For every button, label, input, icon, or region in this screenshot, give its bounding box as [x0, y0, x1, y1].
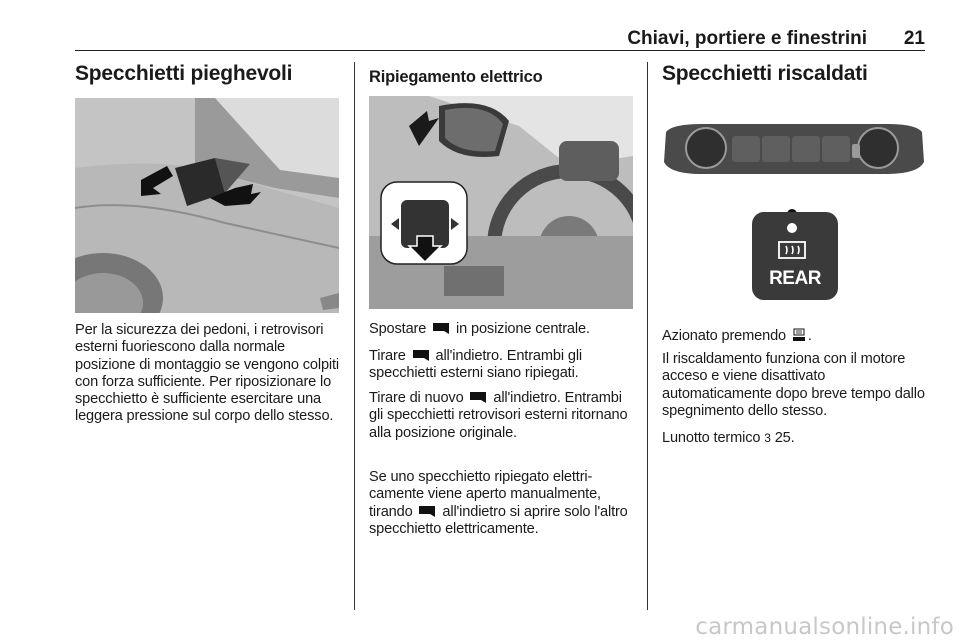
text-center-position: in posizione centrale.	[456, 321, 590, 337]
mirror-switch-icon	[412, 349, 430, 362]
text-rear-window: Lunotto termico	[662, 430, 761, 446]
column-divider-2	[647, 62, 648, 610]
heading-heated-mirrors: Specchietti riscaldati	[662, 62, 868, 85]
heated-activation-text	[662, 328, 926, 345]
column-electric-folding	[369, 58, 633, 87]
rear-window-reference	[662, 430, 926, 447]
heading-electric-folding: Ripiegamento elettrico	[369, 68, 543, 86]
running-title: Chiavi, portiere e finestrini	[627, 28, 867, 49]
instruction-pull-fold	[369, 348, 633, 383]
text-fold-result: all'indietro. Entrambi gli specchietti esterni siano ripiegati.	[369, 348, 582, 382]
instruction-center	[369, 321, 633, 338]
text-pull-again: Tirare di nuovo	[369, 390, 464, 406]
page-header	[75, 26, 925, 51]
mirror-switch-icon	[432, 322, 450, 335]
mirror-switch-illustration	[369, 96, 633, 309]
heading-folding-mirrors: Specchietti pieghevoli	[75, 62, 293, 85]
heated-function-text: Il riscaldamento funziona con il motore acceso e viene disattivato automaticamente dopo breve tempo dallo spegnimento dello stesso.	[662, 351, 925, 419]
text-other-mirror: all'indietro si aprire solo l'altro specchietto elettricamente.	[369, 503, 628, 537]
mirror-switch-icon	[469, 391, 487, 404]
text-period: .	[807, 328, 812, 344]
page-number: 21	[903, 28, 925, 49]
rear-defrost-button-label: REAR	[769, 268, 821, 289]
instruction-manual-open	[369, 469, 635, 538]
rear-defrost-icon	[792, 328, 806, 342]
text-manual-open: Se uno specchietto ripiegato elettricamente viene aperto manualmente, tirando	[369, 469, 601, 520]
column-heated-mirrors	[662, 58, 926, 86]
watermark: carmanualsonline.info	[695, 614, 954, 640]
mirror-switch-icon	[418, 505, 436, 518]
text-unfold-result: all'indietro. Entrambi gli specchietti retrovisori esterni ritornano alla posizione originale.	[369, 390, 628, 441]
climate-panel-illustration	[662, 110, 926, 306]
page-reference-number[interactable]: 25.	[774, 430, 795, 446]
instruction-pull-unfold	[369, 390, 633, 442]
column-folding-mirrors	[75, 58, 341, 86]
page-reference-arrow[interactable]: 3	[764, 431, 771, 445]
column-divider-1	[354, 62, 355, 610]
folding-mirrors-text: Per la sicurezza dei pedoni, i retrovisori esterni fuoriescono dalla normale posizione di montaggio se vengono colpiti con forza sufficiente. Per riposizionare lo specchietto è sufficiente esercitare una leggera pressione sul corpo dello stesso.	[75, 322, 340, 425]
text-move: Spostare	[369, 321, 427, 337]
text-activated-by: Azionato premendo	[662, 328, 787, 344]
car-mirror-illustration	[75, 98, 339, 313]
text-pull: Tirare	[369, 348, 406, 364]
